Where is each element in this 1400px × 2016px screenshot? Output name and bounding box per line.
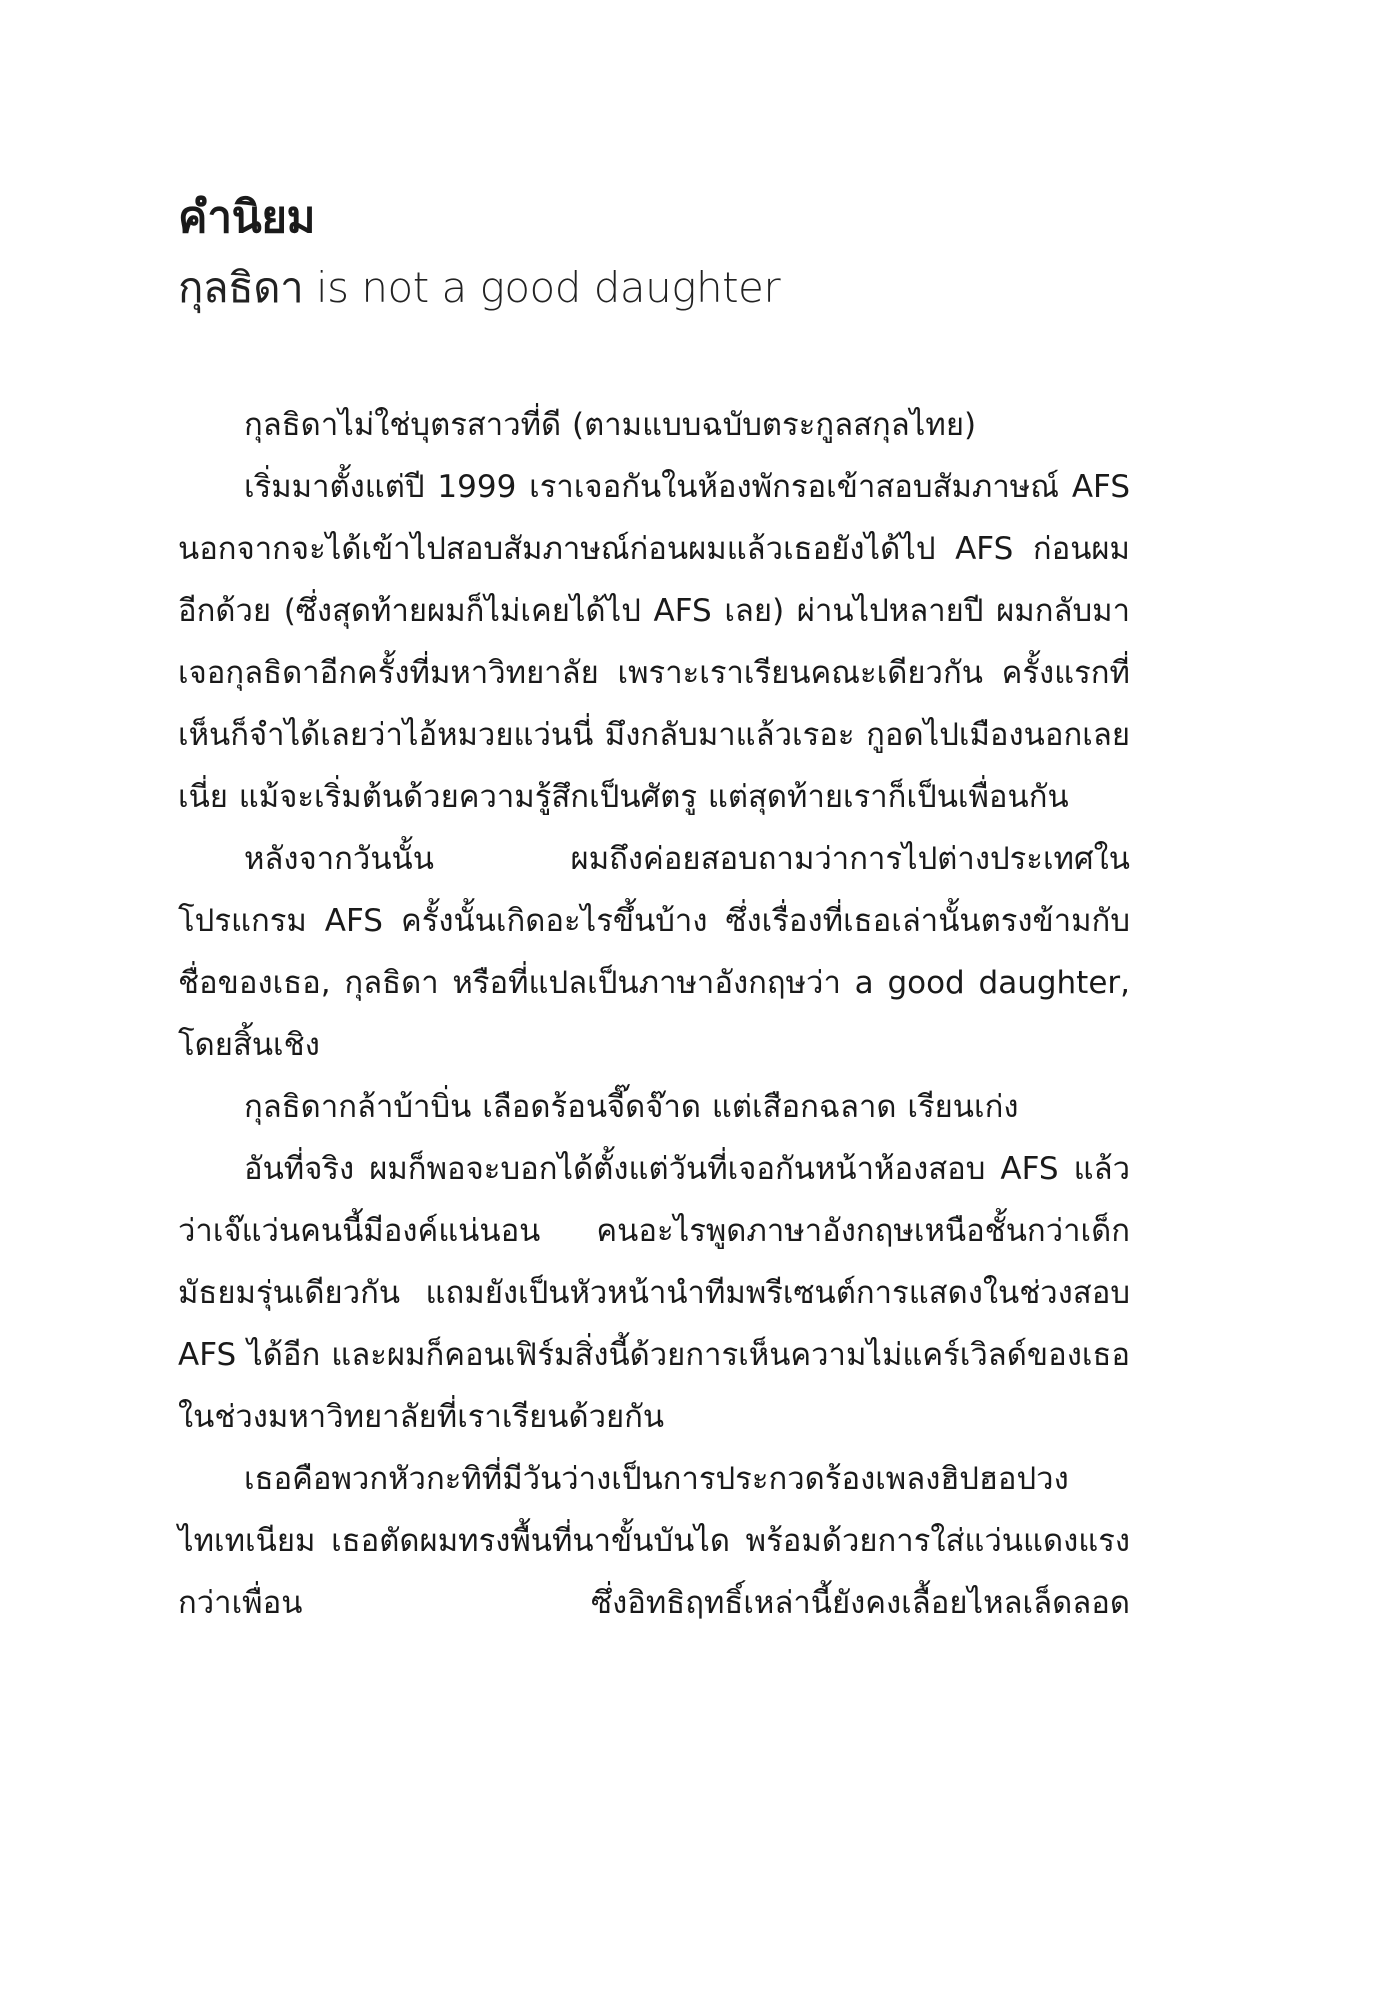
paragraph: อันที่จริง ผมก็พอจะบอกได้ตั้งแต่วันที่เจอกันหน้าห้องสอบ AFS แล้ว ว่าเจ๊แว่นคนนี้มีองค์แน่นอน คนอะไรพูดภาษาอังกฤษเหนือชั้นกว่าเด็กมัธยมรุ่นเดียวกัน แถมยังเป็นหัวหน้านำทีมพรีเซนต์การแสดงในช่วงสอบ AFS ได้อีก และผมก็คอนเฟิร์มสิ่งนี้ด้วยการเห็นความไม่แคร์เวิลด์ของเธอในช่วงมหาวิทยาลัยที่เราเรียนด้วยกัน bbox=[178, 1151, 1130, 1435]
paragraph: เธอคือพวกหัวกะทิที่มีวันว่างเป็นการประกวดร้องเพลงฮิปฮอปวงไทเทเนียม เธอตัดผมทรงพื้นที่นาขั้นบันได พร้อมด้วยการใส่แว่นแดงแรงกว่าเพื่อน ซึ่งอิทธิฤทธิ์เหล่านี้ยังคงเลื้อยไหลเล็ดลอด bbox=[178, 1461, 1130, 1621]
paragraph: เริ่มมาตั้งแต่ปี 1999 เราเจอกันในห้องพักรอเข้าสอบสัมภาษณ์ AFS นอกจากจะได้เข้าไปสอบสัมภาษณ์ก่อนผมแล้วเธอยังได้ไป AFS ก่อนผมอีกด้วย (ซึ่งสุดท้ายผมก็ไม่เคยได้ไป AFS เลย) ผ่านไปหลายปี ผมกลับมาเจอกุลธิดาอีกครั้งที่มหาวิทยาลัย เพราะเราเรียนคณะเดียวกัน ครั้งแรกที่เห็นก็จำได้เลยว่าไอ้หมวยแว่นนี่ มึงกลับมาแล้วเรอะ กูอดไปเมืองนอกเลยเนี่ย แม้จะเริ่มต้นด้วยความรู้สึกเป็นศัตรู แต่สุดท้ายเราก็เป็นเพื่อนกัน bbox=[178, 469, 1130, 815]
page-title: คำนิยม bbox=[178, 192, 316, 243]
page-subtitle: กุลธิดา is not a good daughter bbox=[178, 263, 781, 312]
paragraph: หลังจากวันนั้น ผมถึงค่อยสอบถามว่าการไปต่างประเทศในโปรแกรม AFS ครั้งนั้นเกิดอะไรขึ้นบ้าง ซึ่งเรื่องที่เธอเล่านั้นตรงข้ามกับชื่อของเธอ, กุลธิดา หรือที่แปลเป็นภาษาอังกฤษว่า a good daughter, โดยสิ้นเชิง bbox=[178, 841, 1130, 1063]
paragraph: กุลธิดากล้าบ้าบิ่น เลือดร้อนจี๊ดจ๊าด แต่เสือกฉลาด เรียนเก่ง bbox=[244, 1089, 1019, 1125]
page-content bbox=[178, 190, 1130, 1634]
body-text bbox=[178, 394, 1130, 1634]
paragraph: กุลธิดาไม่ใช่บุตรสาวที่ดี (ตามแบบฉบับตระกูลสกุลไทย) bbox=[244, 407, 977, 443]
